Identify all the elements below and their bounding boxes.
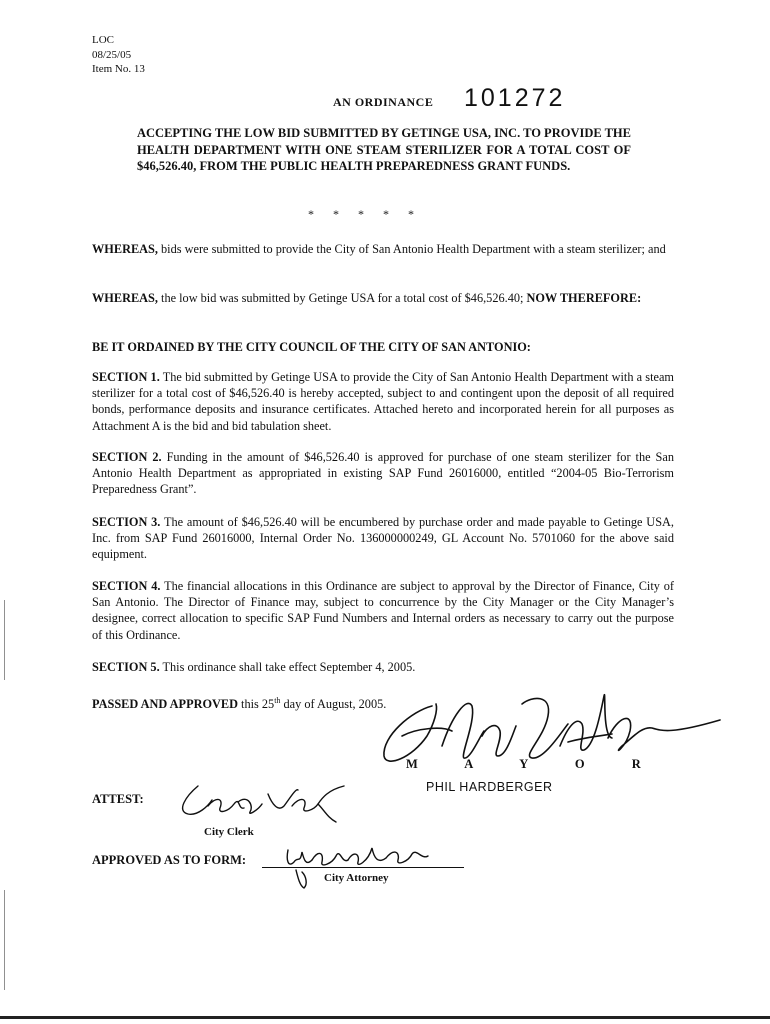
passed-pre: this 25 xyxy=(237,697,275,712)
mayor-name: PHIL HARDBERGER xyxy=(426,780,553,794)
mayor-title: M A Y O R xyxy=(406,757,641,771)
whereas-lead: WHEREAS, xyxy=(92,291,158,305)
section-text: The amount of $46,526.40 will be encumbered by purchase order and made payable to Getinge USA, Inc. from SAP Fund 26016000, Internal Order No. 136000000249, GL Account No. 5701060 for the above said equipment. xyxy=(92,515,674,562)
section-text: Funding in the amount of $46,526.40 is approved for purchase of one steam sterilizer for the San Antonio Health Department as appropriated in existing SAP Fund 26016000, entitled “2004-05 Bio-Terrorism Preparedness Grant”. xyxy=(92,450,674,497)
header-item-number: Item No. 13 xyxy=(92,63,145,75)
city-attorney-label: City Attorney xyxy=(324,872,389,884)
section-5 xyxy=(92,659,674,675)
section-3 xyxy=(92,514,674,563)
whereas-lead: WHEREAS, xyxy=(92,242,158,256)
section-lead: SECTION 1. xyxy=(92,370,160,384)
scan-margin-mark xyxy=(4,890,5,990)
ordained-clause: BE IT ORDAINED BY THE CITY COUNCIL OF THE CITY OF SAN ANTONIO: xyxy=(92,340,531,354)
passed-post: day of August, 2005. xyxy=(280,697,387,712)
section-lead: SECTION 5. xyxy=(92,660,160,674)
ordinance-caption: ACCEPTING THE LOW BID SUBMITTED BY GETINGE USA, INC. TO PROVIDE THE HEALTH DEPARTMENT WITH ONE STEAM STERILIZER FOR A TOTAL COST OF $46,526.40, FROM THE PUBLIC HEALTH PREPAREDNESS GRANT FUNDS. xyxy=(137,126,631,173)
whereas-text: the low bid was submitted by Getinge USA for a total cost of $46,526.40; xyxy=(157,291,527,305)
separator-stars: * * * * * xyxy=(308,207,414,221)
section-lead: SECTION 4. xyxy=(92,579,161,593)
section-text: This ordinance shall take effect September 4, 2005. xyxy=(159,660,416,674)
city-clerk-label: City Clerk xyxy=(204,826,254,838)
section-4 xyxy=(92,578,674,643)
section-lead: SECTION 2. xyxy=(92,450,162,464)
section-text: The financial allocations in this Ordinance are subject to approval by the Director of Finance, City of San Antonio. The Director of Finance may, subject to concurrence by the City Manager or the City Manager’s designee, correct allocation to specific SAP Fund Numbers and Internal orders as necessary to carry out the purpose of this Ordinance. xyxy=(92,579,675,642)
now-therefore: NOW THEREFORE: xyxy=(526,291,642,305)
section-2 xyxy=(92,449,674,498)
passed-ordinal: th xyxy=(274,696,281,705)
whereas-text: bids were submitted to provide the City of San Antonio Health Department with a steam sterilizer; and xyxy=(157,242,666,256)
ordinance-number: 101272 xyxy=(464,84,566,112)
passed-lead: PASSED AND APPROVED xyxy=(92,697,238,712)
section-1 xyxy=(92,369,674,434)
header-loc: LOC xyxy=(92,34,114,46)
scan-edge-line xyxy=(0,1016,770,1019)
attest-label: ATTEST: xyxy=(92,792,144,806)
section-lead: SECTION 3. xyxy=(92,515,161,529)
scan-margin-mark xyxy=(4,600,5,680)
ordinance-label: AN ORDINANCE xyxy=(333,95,434,109)
header-date: 08/25/05 xyxy=(92,49,132,61)
whereas-clause-2 xyxy=(92,290,674,306)
whereas-clause-1 xyxy=(92,241,674,257)
approved-as-to-form-label: APPROVED AS TO FORM: xyxy=(92,853,247,867)
city-clerk-signature xyxy=(168,776,348,828)
section-text: The bid submitted by Getinge USA to provide the City of San Antonio Health Department with a steam sterilizer for a total cost of $46,526.40 is hereby accepted, subject to and contingent upon the deposit of all required bonds, performance deposits and insurance certificates. Attached hereto and incorporated herein for all purposes as Attachment A is the bid and bid tabulation sheet. xyxy=(92,370,674,433)
